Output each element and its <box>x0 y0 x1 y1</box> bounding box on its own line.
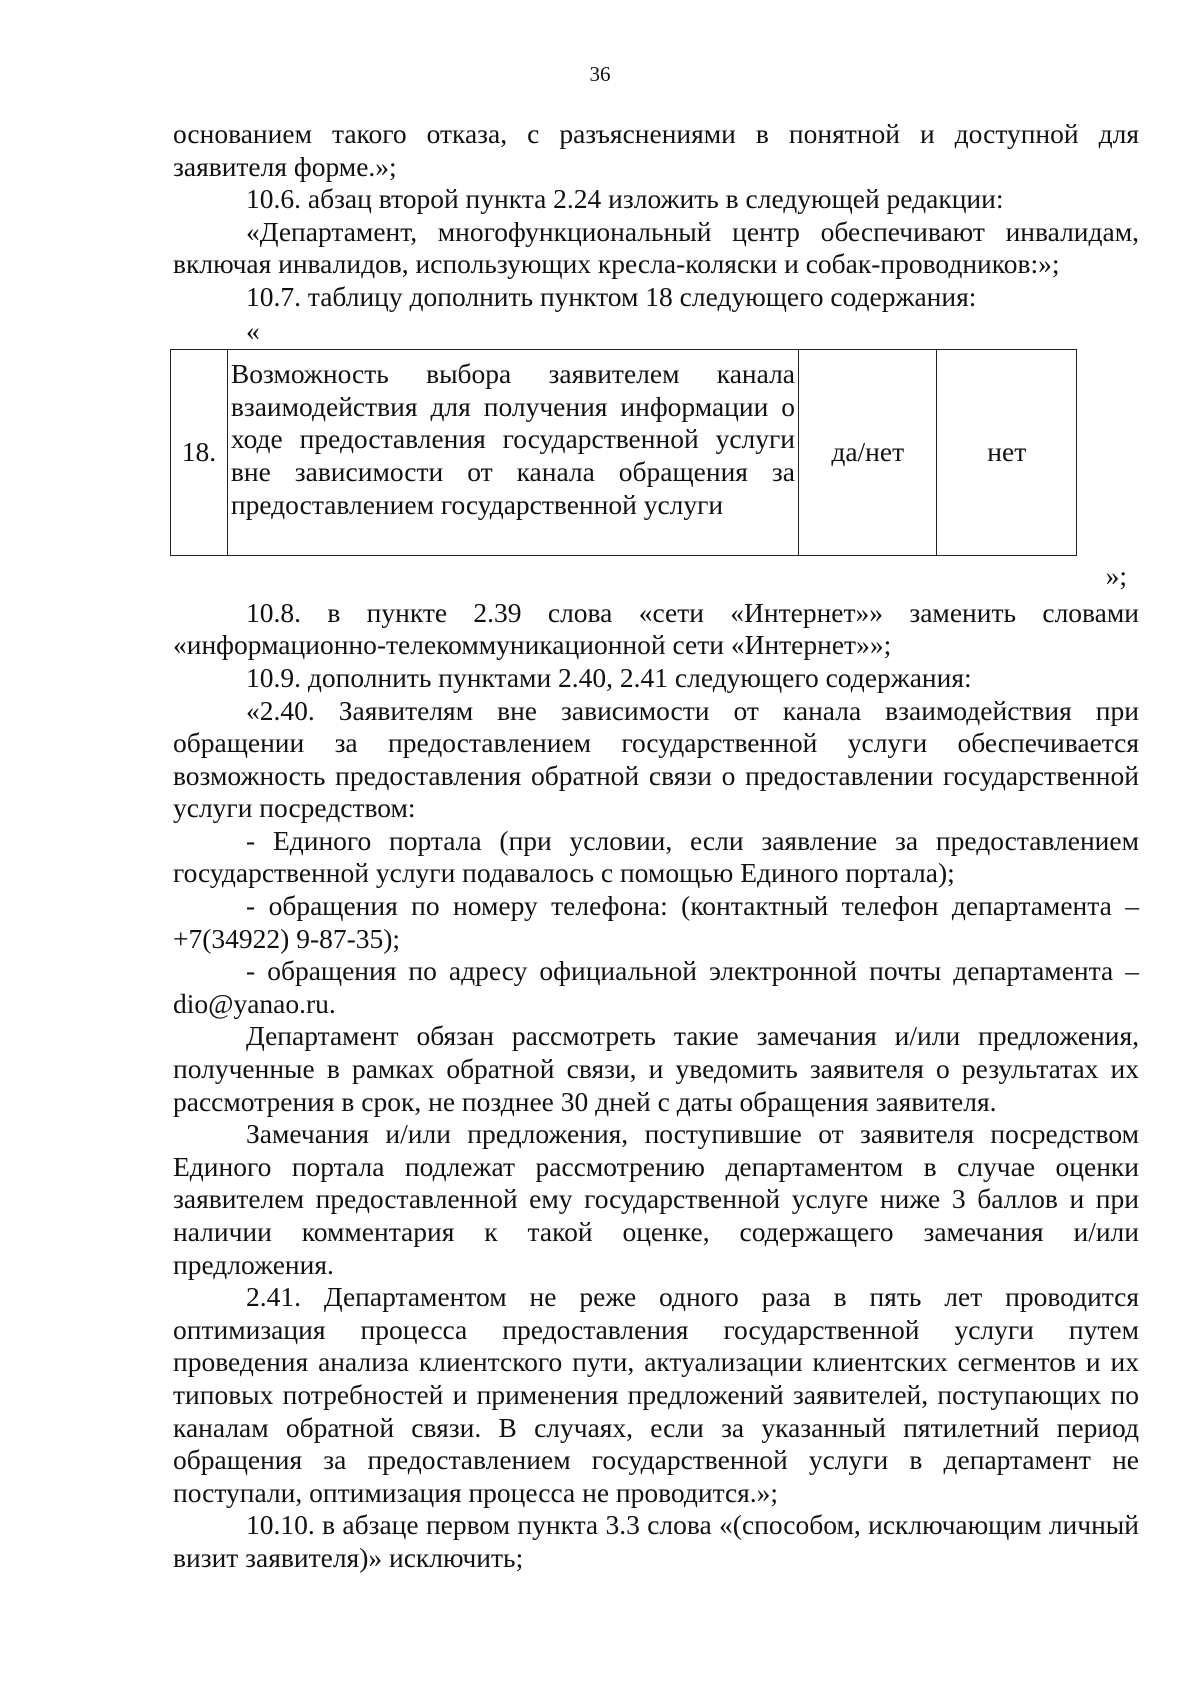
paragraph: 10.10. в абзаце первом пункта 3.3 слова «(способом, исключающим личный визит заявителя)» исключить; <box>173 1509 1139 1573</box>
paragraph: Департамент обязан рассмотреть такие замечания и/или предложения, полученные в рамках обратной связи, и уведомить заявителя о результатах их рассмотрения в срок, не позднее 30 дней с даты обращения заявителя. <box>173 1020 1139 1117</box>
paragraph: «Департамент, многофункциональный центр обеспечивают инвалидам, включая инвалидов, использующих кресла-коляски и собак-проводников:»; <box>173 215 1139 280</box>
paragraph: основанием такого отказа, с разъяснениями в понятной и доступной для заявителя форме.»; <box>173 118 1139 182</box>
paragraph: 10.8. в пункте 2.39 слова «сети «Интернет»» заменить словами «информационно-телекоммуникационной сети «Интернет»»; <box>173 596 1139 661</box>
paragraph: 2.41. Департаментом не реже одного раза в пять лет проводится оптимизация процесса предоставления государственной услуги путем проведения анализа клиентского пути, актуализации клиентских сегментов и их типовых потребностей и применения предложений заявителей, поступающих по каналам обратной связи. В случаях, если за указанный пятилетний период обращения за предоставлением государственной услуги в департамент не поступали, оптимизация процесса не проводится.»; <box>173 1281 1139 1508</box>
paragraph: - обращения по номеру телефона: (контактный телефон департамента – +7(34922) 9-87-35); <box>173 890 1139 954</box>
paragraph: 10.6. абзац второй пункта 2.24 изложить в следующей редакции: <box>246 183 1004 215</box>
paragraph: «2.40. Заявителям вне зависимости от канала взаимодействия при обращении за предоставлением государственной услуги обеспечивается возможность предоставления обратной связи о предоставлении государственной услуги посредством: <box>173 694 1139 824</box>
row-description: Возможность выбора заявителем канала взаимодействия для получения информации о ходе предоставления государственной услуги вне зависимости от канала обращения за предоставлением государственной услуги <box>227 350 798 556</box>
document-body <box>173 118 1139 1575</box>
paragraph: 10.7. таблицу дополнить пунктом 18 следующего содержания: <box>246 280 977 312</box>
table-row <box>171 350 1077 556</box>
row-value: нет <box>937 350 1077 556</box>
row-unit: да/нет <box>799 350 937 556</box>
table-close-quote: »; <box>1105 560 1127 592</box>
amendment-table <box>170 349 1077 556</box>
paragraph: - Единого портала (при условии, если заявление за предоставлением государственной услуги подавалось с помощью Единого портала); <box>173 824 1139 889</box>
page-number: 36 <box>589 62 611 86</box>
paragraph: - обращения по адресу официальной электронной почты департамента – dio@yanao.ru. <box>173 955 1139 1019</box>
table-open-quote: « <box>246 314 260 346</box>
paragraph: Замечания и/или предложения, поступившие от заявителя посредством Единого портала подлежат рассмотрению департаментом в случае оценки заявителем предоставленной ему государственной услуге ниже 3 баллов и при наличии комментария к такой оценке, содержащего замечания и/или предложения. <box>173 1118 1139 1280</box>
paragraph: 10.9. дополнить пунктами 2.40, 2.41 следующего содержания: <box>246 661 972 693</box>
row-number: 18. <box>171 350 228 556</box>
